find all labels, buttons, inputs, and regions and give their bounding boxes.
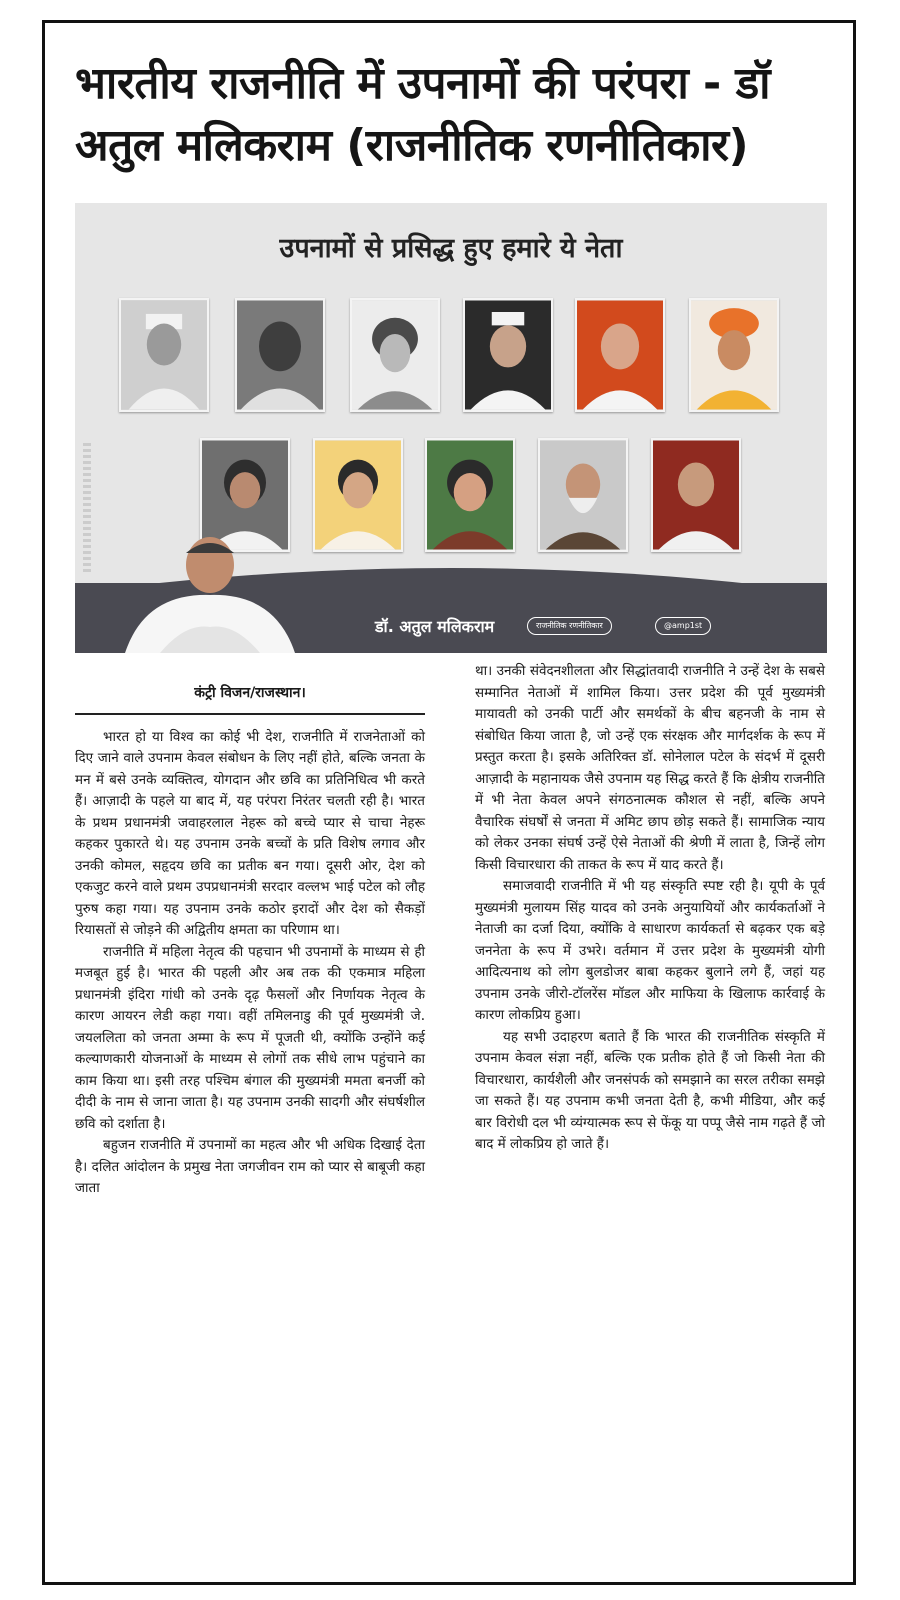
- article-column-left: [75, 683, 425, 1200]
- paragraph: समाजवादी राजनीति में भी यह संस्कृति स्पष्ट रही है। यूपी के पूर्व मुख्यमंत्री मुलायम सिंह यादव को उनके अनुयायियों और कार्यकर्ताओं ने नेताजी का दर्जा दिया, क्योंकि वे साधारण कार्यकर्ता से बढ़कर एक बड़े जननेता के रूप में उभरे। वर्तमान में उत्तर प्रदेश के मुख्यमंत्री योगी आदित्यनाथ को लोग बुलडोजर बाबा कहकर बुलाने लगे हैं, जहां यह उपनाम उनके जीरो-टॉलरेंस मॉडल और माफिया के खिलाफ कार्रवाई के कारण लोकप्रिय हुआ।: [475, 878, 825, 1023]
- article-column-right: [475, 661, 825, 1156]
- paragraph: था। उनकी संवेदनशीलता और सिद्धांतवादी राजनीति ने उन्हें देश के सबसे सम्मानित नेताओं में शामिल किया। उत्तर प्रदेश की पूर्व मुख्यमंत्री मायावती को उनकी पार्टी और समर्थकों के बीच बहनजी के नाम से संबोधित किया जाता है, जो उन्हें एक संरक्षक और मार्गदर्शक के रूप में प्रस्तुत करता है। इसके अतिरिक्त डॉ. सोनेलाल पटेल के संदर्भ में दूसरी आज़ादी के महानायक जैसे उपनाम यह सिद्ध करते हैं कि क्षेत्रीय राजनीति में भी नेता केवल अपने संगठनात्मक कौशल से नहीं, बल्कि अपने वैचारिक संघर्षों से जनता में अमिट छाप छोड़ सकते हैं। सामाजिक न्याय को लेकर उनका संघर्ष उन्हें ऐसे नेताओं की श्रेणी में लाता है, जिन्हें लोग किसी विचारधारा की ताकत के रूप में याद करते हैं।: [475, 663, 825, 873]
- leader-photo-2: [235, 298, 325, 412]
- newspaper-page: [42, 20, 856, 1585]
- paragraph: बहुजन राजनीति में उपनामों का महत्व और भी अधिक दिखाई देता है। दलित आंदोलन के प्रमुख नेता जगजीवन राम को प्यार से बाबूजी कहा जाता: [75, 1137, 425, 1196]
- banner-title: उपनामों से प्रसिद्ध हुए हमारे ये नेता: [279, 233, 623, 264]
- leader-photo-9: [425, 438, 515, 552]
- leader-photo-3: [350, 298, 440, 412]
- leader-photo-1: [119, 298, 209, 412]
- social-handle-pill: @amp1st: [655, 617, 711, 635]
- paragraph: भारत हो या विश्व का कोई भी देश, राजनीति में राजनेताओं को दिए जाने वाले उपनाम केवल संबोधन के लिए नहीं होते, बल्कि जनता के मन में बसे उनके व्यक्तित्व, योगदान और छवि का प्रतिनिधित्व भी करते हैं। आज़ादी के पहले या बाद में, यह परंपरा निरंतर चलती रही है। भारत के प्रथम प्रधानमंत्री जवाहरलाल नेहरू को बच्चे प्यार से चाचा नेहरू कहकर पुकारते थे। यह उपनाम उनके बच्चों के प्रति विशेष लगाव और उनकी कोमल, सहृदय छवि का प्रतीक बन गया। दूसरी ओर, देश को एकजुट करने वाले प्रथम उपप्रधानमंत्री सरदार वल्लभ भाई पटेल को लौह पुरुष कहा गया। यह उपनाम उनके कठोर इरादों और देश को सैकड़ों रियासतों से जोड़ने की अद्वितीय क्षमता का परिणाम था।: [75, 728, 425, 938]
- banner-image: [75, 203, 827, 653]
- paragraph: राजनीति में महिला नेतृत्व की पहचान भी उपनामों के माध्यम से ही मजबूत हुई है। भारत की पहली और अब तक की एकमात्र महिला प्रधानमंत्री इंदिरा गांधी को उनके दृढ़ फैसलों और निर्णायक नेतृत्व के कारण आयरन लेडी कहा गया। वहीं तमिलनाडु की पूर्व मुख्यमंत्री जे. जयललिता को जनता अम्मा के रूप में पूजती थी, क्योंकि उन्होंने कई कल्याणकारी योजनाओं के माध्यम से लोगों तक सीधे लाभ पहुंचाने का काम किया था। इसी तरह पश्चिम बंगाल की मुख्यमंत्री ममता बनर्जी को दीदी के नाम से जाना जाता है। यह उपनाम उनकी सादगी और संघर्षशील छवि को दर्शाता है।: [75, 943, 425, 1132]
- dateline: कंट्री विजन/राजस्थान।: [75, 683, 425, 715]
- author-photo: [125, 523, 295, 653]
- leader-photo-6: [689, 298, 779, 412]
- leader-photo-10: [538, 438, 628, 552]
- paragraph: यह सभी उदाहरण बताते हैं कि भारत की राजनीतिक संस्कृति में उपनाम केवल संज्ञा नहीं, बल्कि एक प्रतीक होते हैं जो किसी नेता की विचारधारा, कार्यशैली और जनसंपर्क को समझाने का सरल तरीका समझे जा सकते हैं। यह उपनाम कभी जनता देती है, कभी मीडिया, और कई बार विरोधी दल भी व्यंग्यात्मक रूप से फेंकू या पप्पू जैसे नाम गढ़ते हैं जो बाद में लोकप्रिय हो जाते हैं।: [475, 1028, 825, 1152]
- leader-photo-11: [651, 438, 741, 552]
- leader-photo-8: [313, 438, 403, 552]
- banner-author-name: डॉ. अतुल मलिकराम: [375, 617, 495, 636]
- leader-photo-4: [463, 298, 553, 412]
- leader-photo-5: [575, 298, 665, 412]
- headline: भारतीय राजनीति में उपनामों की परंपरा - डॉ अतुल मलिकराम (राजनीतिक रणनीतिकार): [75, 58, 771, 171]
- designation-pill: राजनीतिक रणनीतिकार: [527, 617, 612, 635]
